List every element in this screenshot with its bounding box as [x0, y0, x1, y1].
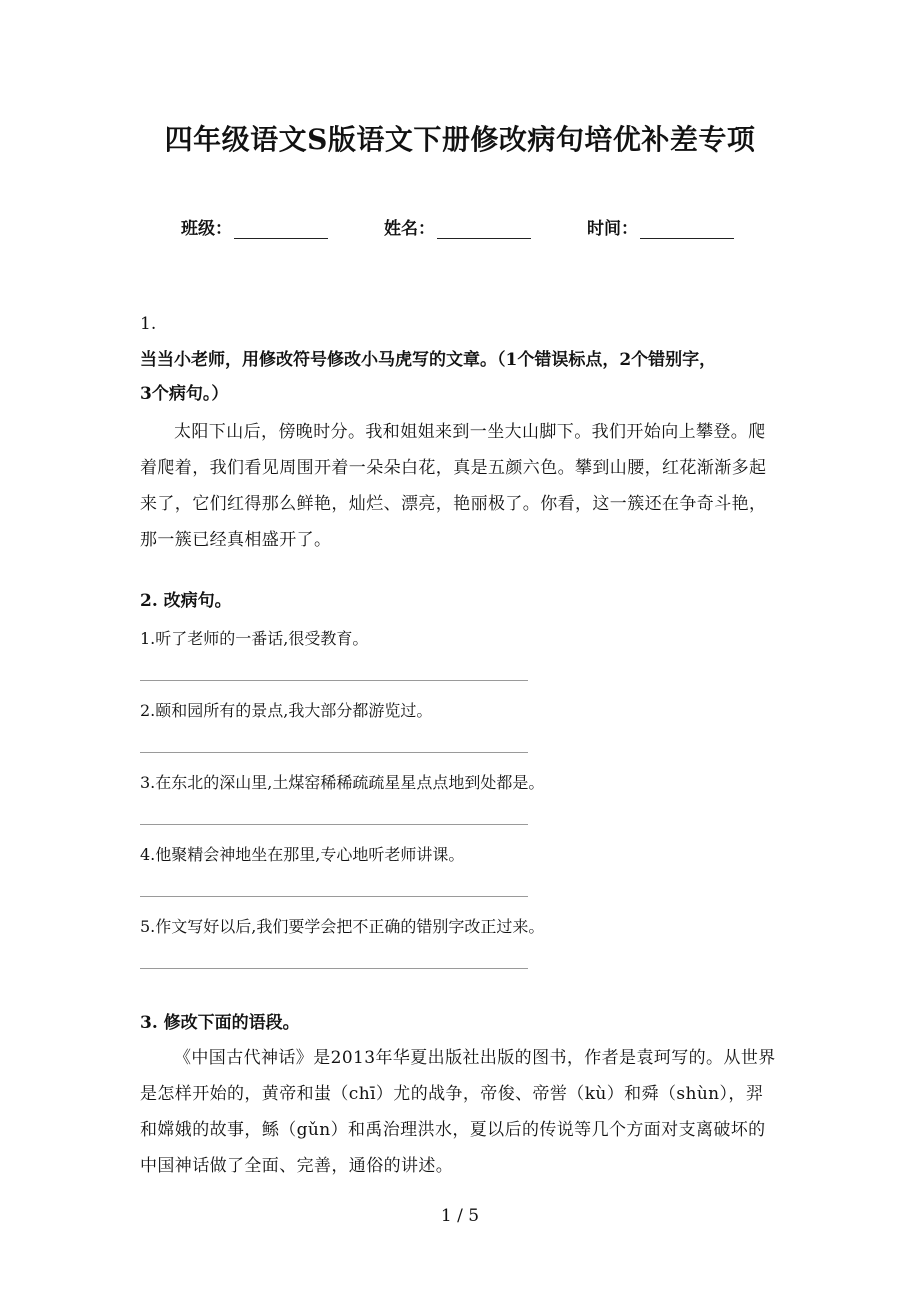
question-1-instruction-line-2: 3个病句。）: [140, 384, 229, 404]
question-1-passage: 太阳下山后，傍晚时分。我和姐姐来到一坐大山脚下。我们开始向上攀登。爬着爬着，我们看见周围开着一朵朵白花，真是五颜六色。攀到山腰，红花渐渐多起来了，它们红得那么鲜艳，灿烂、漂亮，艳丽极了。你看，这一簇还在争奇斗艳，那一簇已经真相盛开了。: [140, 422, 767, 550]
answer-line-4[interactable]: [140, 896, 528, 897]
time-label: 时间：: [587, 219, 638, 239]
answer-line-3[interactable]: [140, 824, 528, 825]
name-blank: [437, 220, 531, 239]
question-3-heading: 3. 修改下面的语段。: [140, 1013, 300, 1033]
page-number: 1 / 5: [440, 1206, 480, 1226]
question-3-passage: 《中国古代神话》是2013年华夏出版社出版的图书，作者是袁珂写的。从世界是怎样开始的，黄帝和蚩（chī）尤的战争，帝俊、帝喾（kù）和舜（shùn），羿和嫦娥的故事，鲧（gǔn）和禹治理洪水，夏以后的传说等几个方面对支离破坏的中国神话做了全面、完善，通俗的讲述。: [140, 1048, 776, 1176]
name-field: [384, 214, 531, 239]
page-title: 四年级语文S版语文下册修改病句培优补差专项: [164, 123, 756, 156]
name-label: 姓名：: [384, 219, 435, 239]
question-2-item-3: 3.在东北的深山里,土煤窑稀稀疏疏星星点点地到处都是。: [140, 773, 545, 792]
class-field: [181, 214, 328, 239]
time-field: [587, 214, 734, 239]
question-2-item-5: 5.作文写好以后,我们要学会把不正确的错别字改正过来。: [140, 917, 545, 936]
question-1-instruction-line-1: 当当小老师，用修改符号修改小马虎写的文章。（1个错误标点，2个错别字，: [140, 350, 717, 370]
class-label: 班级：: [181, 219, 232, 239]
question-2-item-2: 2.颐和园所有的景点,我大部分都游览过。: [140, 701, 433, 720]
student-info-row: [181, 214, 790, 239]
answer-line-2[interactable]: [140, 752, 528, 753]
answer-line-5[interactable]: [140, 968, 528, 969]
answer-line-1[interactable]: [140, 680, 528, 681]
question-1-number: 1.: [140, 314, 157, 334]
class-blank: [234, 220, 328, 239]
question-2-item-1: 1.听了老师的一番话,很受教育。: [140, 629, 369, 648]
question-1-instruction: [140, 343, 780, 411]
question-2-item-4: 4.他聚精会神地坐在那里,专心地听老师讲课。: [140, 845, 465, 864]
question-2-heading: 2. 改病句。: [140, 591, 232, 611]
time-blank: [640, 220, 734, 239]
